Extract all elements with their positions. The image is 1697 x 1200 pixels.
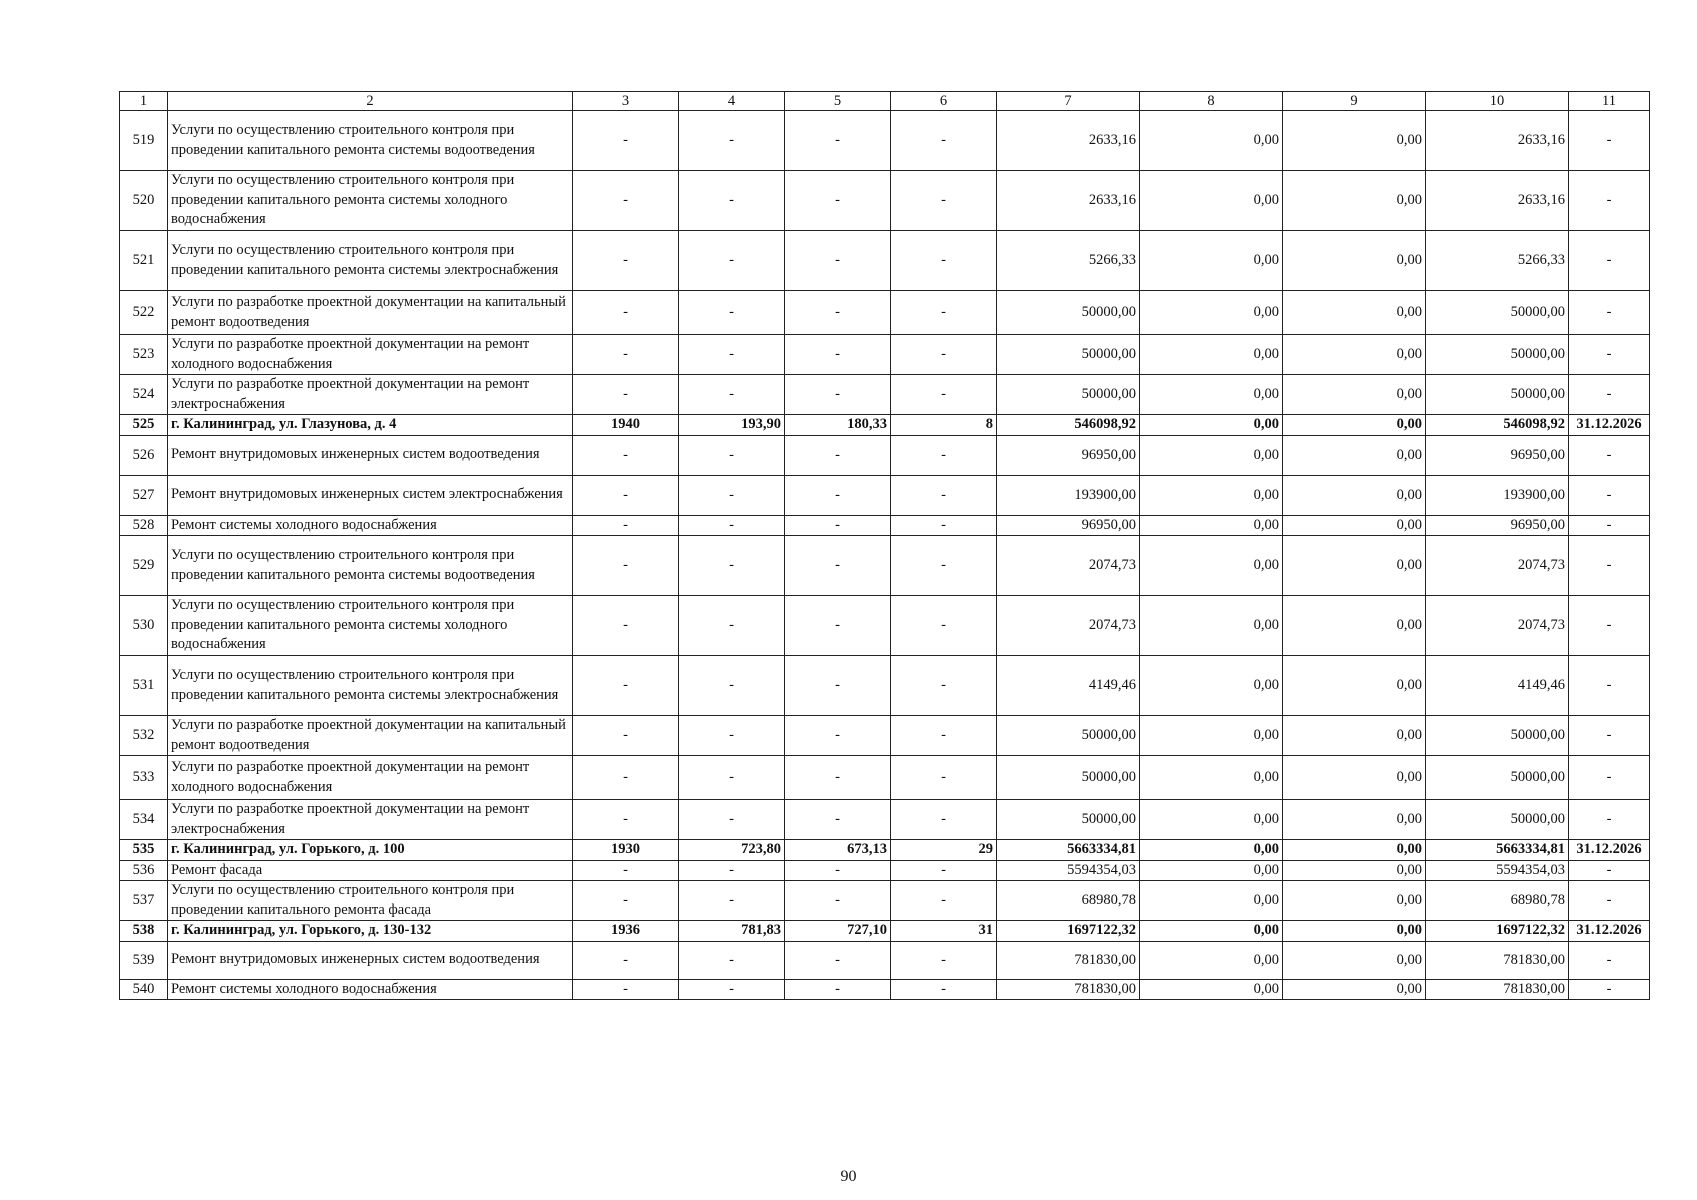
- cell-fund-regional: 0,00: [1283, 111, 1426, 171]
- cell-area-total: -: [679, 979, 785, 1000]
- column-header-6: 6: [891, 92, 997, 111]
- cell-residents: -: [891, 111, 997, 171]
- cell-area-total: -: [679, 656, 785, 716]
- cell-fund-regional: 0,00: [1283, 375, 1426, 415]
- cell-deadline: -: [1569, 515, 1650, 536]
- cell-fund-owners: 50000,00: [1426, 716, 1569, 756]
- cell-area-living: 673,13: [785, 840, 891, 861]
- cell-area-living: -: [785, 291, 891, 335]
- cell-area-living: 180,33: [785, 415, 891, 436]
- cell-row-number: 523: [120, 335, 168, 375]
- cell-cost-total: 50000,00: [997, 335, 1140, 375]
- table-row: [120, 435, 1650, 475]
- cell-cost-total: 50000,00: [997, 716, 1140, 756]
- cell-row-number: 528: [120, 515, 168, 536]
- cell-fund-owners: 50000,00: [1426, 291, 1569, 335]
- cell-fund-owners: 68980,78: [1426, 881, 1569, 921]
- cell-year: -: [573, 536, 679, 596]
- cell-residents: -: [891, 756, 997, 800]
- cell-area-living: -: [785, 800, 891, 840]
- cell-row-number: 540: [120, 979, 168, 1000]
- table-row: [120, 656, 1650, 716]
- cell-fund-owners: 546098,92: [1426, 415, 1569, 436]
- cell-fund-owners: 4149,46: [1426, 656, 1569, 716]
- cell-fund-federal: 0,00: [1140, 756, 1283, 800]
- cell-row-number: 520: [120, 171, 168, 231]
- cell-cost-total: 1697122,32: [997, 921, 1140, 942]
- cell-row-number: 524: [120, 375, 168, 415]
- table-row: [120, 515, 1650, 536]
- cell-fund-owners: 96950,00: [1426, 435, 1569, 475]
- cell-fund-owners: 50000,00: [1426, 756, 1569, 800]
- cell-fund-owners: 5594354,03: [1426, 860, 1569, 881]
- cell-year: -: [573, 979, 679, 1000]
- cell-year: -: [573, 656, 679, 716]
- cell-residents: -: [891, 475, 997, 515]
- cell-description: Ремонт системы холодного водоснабжения: [168, 515, 573, 536]
- cell-year: -: [573, 231, 679, 291]
- cell-row-number: 519: [120, 111, 168, 171]
- column-header-3: 3: [573, 92, 679, 111]
- cell-row-number: 538: [120, 921, 168, 942]
- cell-residents: -: [891, 231, 997, 291]
- cell-year: -: [573, 111, 679, 171]
- cell-fund-federal: 0,00: [1140, 800, 1283, 840]
- cell-residents: -: [891, 860, 997, 881]
- cell-fund-regional: 0,00: [1283, 536, 1426, 596]
- cell-year: -: [573, 171, 679, 231]
- column-header-2: 2: [168, 92, 573, 111]
- cell-year: 1936: [573, 921, 679, 942]
- cell-year: -: [573, 716, 679, 756]
- cell-residents: 8: [891, 415, 997, 436]
- cell-fund-federal: 0,00: [1140, 716, 1283, 756]
- cell-area-total: -: [679, 231, 785, 291]
- cell-area-total: -: [679, 756, 785, 800]
- cell-description: Услуги по разработке проектной документации на ремонт холодного водоснабжения: [168, 335, 573, 375]
- cell-area-total: 193,90: [679, 415, 785, 436]
- cell-year: -: [573, 335, 679, 375]
- table-row: [120, 415, 1650, 436]
- cell-residents: -: [891, 979, 997, 1000]
- cell-deadline: -: [1569, 860, 1650, 881]
- cell-area-living: -: [785, 536, 891, 596]
- cell-description: Услуги по осуществлению строительного контроля при проведении капитального ремонта системы водоотведения: [168, 111, 573, 171]
- cell-year: -: [573, 800, 679, 840]
- cell-row-number: 521: [120, 231, 168, 291]
- table-row: [120, 171, 1650, 231]
- cell-fund-owners: 193900,00: [1426, 475, 1569, 515]
- cell-cost-total: 4149,46: [997, 656, 1140, 716]
- cell-cost-total: 193900,00: [997, 475, 1140, 515]
- cell-area-living: -: [785, 941, 891, 979]
- cell-description: Услуги по разработке проектной документации на капитальный ремонт водоотведения: [168, 291, 573, 335]
- cell-cost-total: 96950,00: [997, 435, 1140, 475]
- cell-row-number: 529: [120, 536, 168, 596]
- table-row: [120, 335, 1650, 375]
- cell-cost-total: 96950,00: [997, 515, 1140, 536]
- cell-deadline: -: [1569, 756, 1650, 800]
- cell-fund-federal: 0,00: [1140, 979, 1283, 1000]
- table-row: [120, 860, 1650, 881]
- cell-row-number: 537: [120, 881, 168, 921]
- cell-area-total: -: [679, 111, 785, 171]
- cell-cost-total: 68980,78: [997, 881, 1140, 921]
- cell-residents: -: [891, 881, 997, 921]
- cell-fund-federal: 0,00: [1140, 656, 1283, 716]
- cell-area-total: -: [679, 291, 785, 335]
- cell-area-living: -: [785, 435, 891, 475]
- column-header-11: 11: [1569, 92, 1650, 111]
- cell-fund-owners: 1697122,32: [1426, 921, 1569, 942]
- cell-fund-regional: 0,00: [1283, 860, 1426, 881]
- cell-fund-regional: 0,00: [1283, 979, 1426, 1000]
- cell-fund-regional: 0,00: [1283, 515, 1426, 536]
- table-row: [120, 941, 1650, 979]
- table-row: [120, 375, 1650, 415]
- cell-fund-federal: 0,00: [1140, 475, 1283, 515]
- cell-deadline: -: [1569, 656, 1650, 716]
- cell-description: Услуги по разработке проектной документации на ремонт электроснабжения: [168, 800, 573, 840]
- cell-residents: -: [891, 291, 997, 335]
- cell-residents: -: [891, 800, 997, 840]
- cell-description: Услуги по осуществлению строительного контроля при проведении капитального ремонта системы холодного водоснабжения: [168, 596, 573, 656]
- cell-area-total: -: [679, 515, 785, 536]
- table-row: [120, 475, 1650, 515]
- cell-residents: -: [891, 941, 997, 979]
- cell-area-total: -: [679, 800, 785, 840]
- cell-area-living: -: [785, 375, 891, 415]
- table-row: [120, 596, 1650, 656]
- cell-fund-federal: 0,00: [1140, 941, 1283, 979]
- cell-fund-regional: 0,00: [1283, 840, 1426, 861]
- cell-year: -: [573, 515, 679, 536]
- cell-deadline: -: [1569, 536, 1650, 596]
- cell-cost-total: 5266,33: [997, 231, 1140, 291]
- table-body: [120, 111, 1650, 1000]
- cell-cost-total: 781830,00: [997, 941, 1140, 979]
- cell-fund-federal: 0,00: [1140, 435, 1283, 475]
- table-row: [120, 536, 1650, 596]
- cell-cost-total: 546098,92: [997, 415, 1140, 436]
- cell-area-living: 727,10: [785, 921, 891, 942]
- cell-fund-owners: 781830,00: [1426, 979, 1569, 1000]
- table-row: [120, 716, 1650, 756]
- cell-residents: -: [891, 435, 997, 475]
- cell-description: г. Калининград, ул. Глазунова, д. 4: [168, 415, 573, 436]
- cell-year: 1940: [573, 415, 679, 436]
- cell-description: Ремонт системы холодного водоснабжения: [168, 979, 573, 1000]
- cell-fund-regional: 0,00: [1283, 291, 1426, 335]
- table-row: [120, 231, 1650, 291]
- cell-cost-total: 2074,73: [997, 536, 1140, 596]
- cell-description: г. Калининград, ул. Горького, д. 130-132: [168, 921, 573, 942]
- cell-row-number: 534: [120, 800, 168, 840]
- cell-deadline: 31.12.2026: [1569, 415, 1650, 436]
- cell-area-living: -: [785, 335, 891, 375]
- cell-description: Услуги по разработке проектной документации на ремонт холодного водоснабжения: [168, 756, 573, 800]
- cell-area-total: -: [679, 536, 785, 596]
- cell-fund-owners: 781830,00: [1426, 941, 1569, 979]
- cell-fund-federal: 0,00: [1140, 415, 1283, 436]
- cell-residents: -: [891, 656, 997, 716]
- cell-fund-federal: 0,00: [1140, 291, 1283, 335]
- cell-fund-regional: 0,00: [1283, 435, 1426, 475]
- cell-year: -: [573, 881, 679, 921]
- cell-area-living: -: [785, 171, 891, 231]
- cell-area-total: 781,83: [679, 921, 785, 942]
- page-number: 90: [840, 1168, 857, 1185]
- cell-fund-regional: 0,00: [1283, 881, 1426, 921]
- cell-deadline: -: [1569, 941, 1650, 979]
- cell-description: Услуги по осуществлению строительного контроля при проведении капитального ремонта системы водоотведения: [168, 536, 573, 596]
- cell-fund-federal: 0,00: [1140, 231, 1283, 291]
- cell-cost-total: 50000,00: [997, 800, 1140, 840]
- cell-deadline: -: [1569, 979, 1650, 1000]
- cell-cost-total: 5594354,03: [997, 860, 1140, 881]
- table-row: [120, 881, 1650, 921]
- cell-cost-total: 2633,16: [997, 111, 1140, 171]
- cell-year: -: [573, 375, 679, 415]
- cell-fund-owners: 5663334,81: [1426, 840, 1569, 861]
- cell-fund-regional: 0,00: [1283, 716, 1426, 756]
- cell-year: -: [573, 941, 679, 979]
- cell-description: г. Калининград, ул. Горького, д. 100: [168, 840, 573, 861]
- cell-row-number: 533: [120, 756, 168, 800]
- cell-deadline: 31.12.2026: [1569, 921, 1650, 942]
- cell-fund-federal: 0,00: [1140, 335, 1283, 375]
- cell-area-living: -: [785, 596, 891, 656]
- column-header-8: 8: [1140, 92, 1283, 111]
- cell-fund-federal: 0,00: [1140, 515, 1283, 536]
- table-row: [120, 921, 1650, 942]
- cell-row-number: 531: [120, 656, 168, 716]
- cell-area-living: -: [785, 231, 891, 291]
- cell-description: Ремонт фасада: [168, 860, 573, 881]
- cell-deadline: -: [1569, 375, 1650, 415]
- cell-row-number: 526: [120, 435, 168, 475]
- cell-description: Ремонт внутридомовых инженерных систем электроснабжения: [168, 475, 573, 515]
- table-row: [120, 979, 1650, 1000]
- cell-year: 1930: [573, 840, 679, 861]
- cell-residents: -: [891, 596, 997, 656]
- table-row: [120, 111, 1650, 171]
- cell-row-number: 527: [120, 475, 168, 515]
- cell-fund-owners: 2074,73: [1426, 596, 1569, 656]
- cell-residents: -: [891, 335, 997, 375]
- cell-residents: -: [891, 536, 997, 596]
- cell-fund-regional: 0,00: [1283, 335, 1426, 375]
- table-row: [120, 756, 1650, 800]
- cell-year: -: [573, 291, 679, 335]
- cell-area-total: -: [679, 941, 785, 979]
- cell-area-total: -: [679, 171, 785, 231]
- cell-fund-regional: 0,00: [1283, 231, 1426, 291]
- cell-description: Услуги по разработке проектной документации на ремонт электроснабжения: [168, 375, 573, 415]
- cell-fund-regional: 0,00: [1283, 171, 1426, 231]
- cell-year: -: [573, 596, 679, 656]
- cell-year: -: [573, 756, 679, 800]
- cell-area-total: 723,80: [679, 840, 785, 861]
- cell-fund-owners: 2633,16: [1426, 171, 1569, 231]
- cell-deadline: -: [1569, 716, 1650, 756]
- cell-area-total: -: [679, 596, 785, 656]
- cell-fund-federal: 0,00: [1140, 171, 1283, 231]
- cell-row-number: 536: [120, 860, 168, 881]
- cell-description: Услуги по осуществлению строительного контроля при проведении капитального ремонта системы холодного водоснабжения: [168, 171, 573, 231]
- cell-fund-regional: 0,00: [1283, 941, 1426, 979]
- cell-cost-total: 50000,00: [997, 291, 1140, 335]
- cell-area-total: -: [679, 860, 785, 881]
- cell-fund-federal: 0,00: [1140, 860, 1283, 881]
- cell-area-living: -: [785, 979, 891, 1000]
- cell-deadline: -: [1569, 111, 1650, 171]
- cell-fund-federal: 0,00: [1140, 921, 1283, 942]
- cell-fund-regional: 0,00: [1283, 800, 1426, 840]
- cell-fund-owners: 96950,00: [1426, 515, 1569, 536]
- cell-row-number: 525: [120, 415, 168, 436]
- cell-fund-owners: 50000,00: [1426, 335, 1569, 375]
- cell-area-total: -: [679, 716, 785, 756]
- cell-description: Услуги по осуществлению строительного контроля при проведении капитального ремонта системы электроснабжения: [168, 231, 573, 291]
- cell-fund-federal: 0,00: [1140, 375, 1283, 415]
- cell-area-living: -: [785, 656, 891, 716]
- cell-fund-federal: 0,00: [1140, 536, 1283, 596]
- cell-deadline: -: [1569, 435, 1650, 475]
- cell-row-number: 535: [120, 840, 168, 861]
- cell-description: Ремонт внутридомовых инженерных систем водоотведения: [168, 941, 573, 979]
- cell-fund-owners: 50000,00: [1426, 375, 1569, 415]
- cell-residents: -: [891, 375, 997, 415]
- cell-description: Услуги по осуществлению строительного контроля при проведении капитального ремонта системы электроснабжения: [168, 656, 573, 716]
- table-row: [120, 840, 1650, 861]
- cell-fund-owners: 2074,73: [1426, 536, 1569, 596]
- cell-area-living: -: [785, 716, 891, 756]
- cell-cost-total: 50000,00: [997, 756, 1140, 800]
- cell-area-living: -: [785, 111, 891, 171]
- cell-fund-owners: 5266,33: [1426, 231, 1569, 291]
- cell-description: Услуги по осуществлению строительного контроля при проведении капитального ремонта фасада: [168, 881, 573, 921]
- cell-fund-regional: 0,00: [1283, 415, 1426, 436]
- cell-fund-owners: 2633,16: [1426, 111, 1569, 171]
- column-header-9: 9: [1283, 92, 1426, 111]
- cell-area-total: -: [679, 435, 785, 475]
- cell-area-living: -: [785, 515, 891, 536]
- cell-area-total: -: [679, 335, 785, 375]
- cell-area-total: -: [679, 475, 785, 515]
- cell-cost-total: 50000,00: [997, 375, 1140, 415]
- column-header-7: 7: [997, 92, 1140, 111]
- cell-deadline: -: [1569, 596, 1650, 656]
- cell-year: -: [573, 435, 679, 475]
- cell-fund-regional: 0,00: [1283, 756, 1426, 800]
- cell-fund-regional: 0,00: [1283, 656, 1426, 716]
- cell-deadline: 31.12.2026: [1569, 840, 1650, 861]
- header-row: [120, 92, 1650, 111]
- cell-description: Ремонт внутридомовых инженерных систем водоотведения: [168, 435, 573, 475]
- cell-fund-federal: 0,00: [1140, 111, 1283, 171]
- cell-fund-regional: 0,00: [1283, 475, 1426, 515]
- cell-residents: -: [891, 716, 997, 756]
- cell-cost-total: 2633,16: [997, 171, 1140, 231]
- cell-area-living: -: [785, 756, 891, 800]
- cell-row-number: 532: [120, 716, 168, 756]
- cell-area-living: -: [785, 860, 891, 881]
- cell-area-living: -: [785, 881, 891, 921]
- cell-row-number: 530: [120, 596, 168, 656]
- cell-year: -: [573, 860, 679, 881]
- cell-residents: 29: [891, 840, 997, 861]
- cell-cost-total: 5663334,81: [997, 840, 1140, 861]
- cell-deadline: -: [1569, 171, 1650, 231]
- cell-deadline: -: [1569, 800, 1650, 840]
- data-table: [119, 91, 1650, 1000]
- cell-fund-regional: 0,00: [1283, 921, 1426, 942]
- cell-deadline: -: [1569, 475, 1650, 515]
- cell-deadline: -: [1569, 881, 1650, 921]
- cell-area-total: -: [679, 375, 785, 415]
- cell-cost-total: 781830,00: [997, 979, 1140, 1000]
- cell-deadline: -: [1569, 291, 1650, 335]
- cell-residents: -: [891, 171, 997, 231]
- cell-row-number: 522: [120, 291, 168, 335]
- cell-fund-federal: 0,00: [1140, 596, 1283, 656]
- cell-cost-total: 2074,73: [997, 596, 1140, 656]
- table-row: [120, 291, 1650, 335]
- cell-area-total: -: [679, 881, 785, 921]
- cell-fund-federal: 0,00: [1140, 881, 1283, 921]
- table-row: [120, 800, 1650, 840]
- column-header-4: 4: [679, 92, 785, 111]
- column-header-10: 10: [1426, 92, 1569, 111]
- column-header-1: 1: [120, 92, 168, 111]
- cell-residents: 31: [891, 921, 997, 942]
- cell-row-number: 539: [120, 941, 168, 979]
- cell-residents: -: [891, 515, 997, 536]
- column-header-5: 5: [785, 92, 891, 111]
- cell-description: Услуги по разработке проектной документации на капитальный ремонт водоотведения: [168, 716, 573, 756]
- cell-deadline: -: [1569, 231, 1650, 291]
- cell-deadline: -: [1569, 335, 1650, 375]
- cell-year: -: [573, 475, 679, 515]
- cell-area-living: -: [785, 475, 891, 515]
- cell-fund-owners: 50000,00: [1426, 800, 1569, 840]
- cell-fund-regional: 0,00: [1283, 596, 1426, 656]
- cell-fund-federal: 0,00: [1140, 840, 1283, 861]
